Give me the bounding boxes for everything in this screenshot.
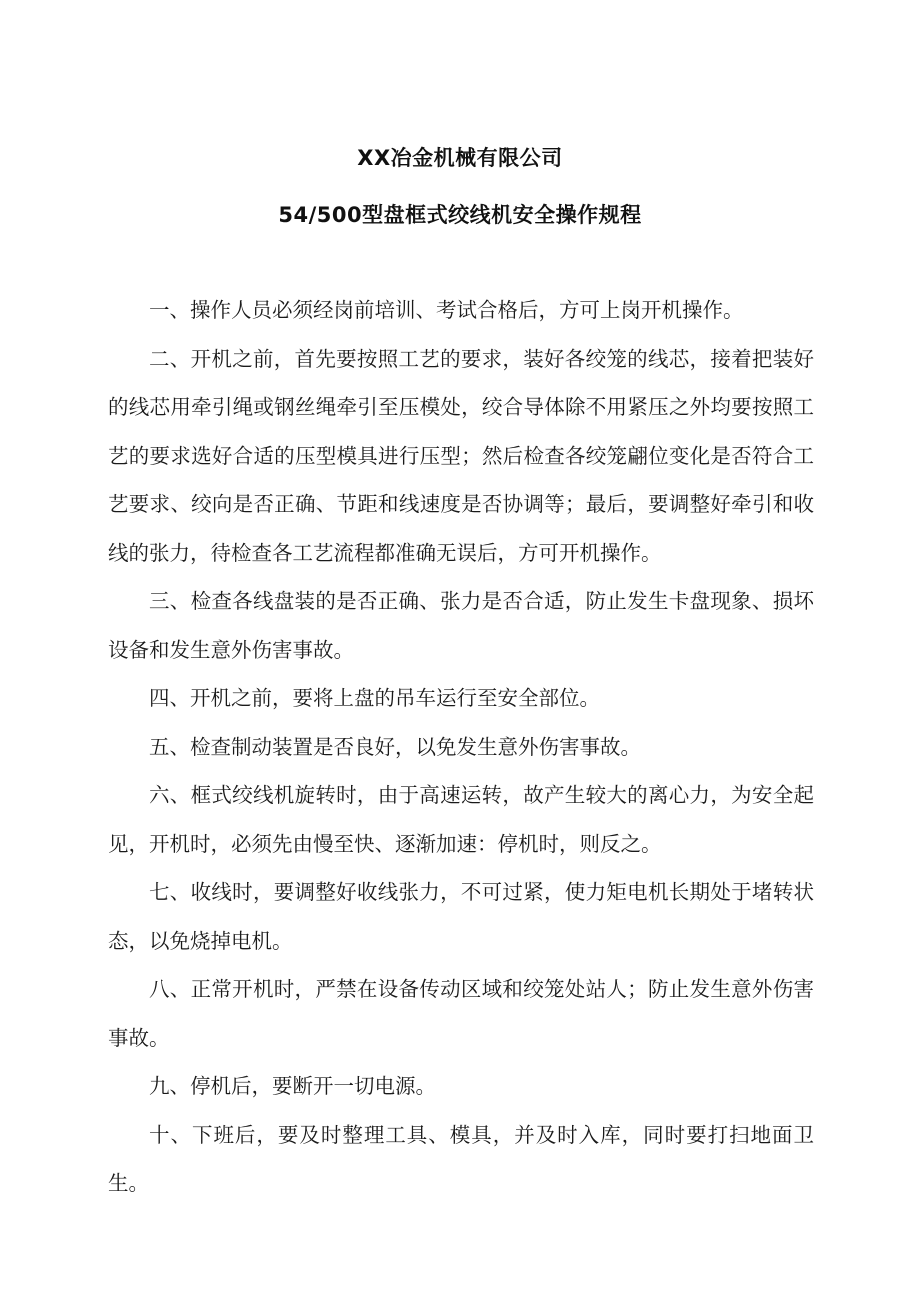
company-name: XX冶金机械有限公司 (357, 146, 563, 170)
rule-paragraph-5: 五、检查制动装置是否良好，以免发生意外伤害事故。 (149, 734, 641, 759)
rule-paragraph-7: 七、收线时，要调整好收线张力，不可过紧，使力矩电机长期处于堵转状态，以免烧掉电机。 (108, 880, 814, 953)
document-body (108, 286, 814, 1208)
rule-paragraph-6: 六、框式绞线机旋转时，由于高速运转，故产生较大的离心力，为安全起见，开机时，必须先由慢至快、逐渐加速：停机时，则反之。 (108, 783, 814, 856)
rule-paragraph-3: 三、检查各线盘装的是否正确、张力是否合适，防止发生卡盘现象、损坏设备和发生意外伤害事故。 (108, 589, 814, 662)
rule-paragraph-2: 二、开机之前，首先要按照工艺的要求，装好各绞笼的线芯，接着把装好的线芯用牵引绳或钢丝绳牵引至压模处，绞合导体除不用紧压之外均要按照工艺的要求选好合适的压型模具进行压型；然后检查各绞笼翩位变化是否符合工艺要求、绞向是否正确、节距和线速度是否协调等；最后，要调整好牵引和收线的张力，待检查各工艺流程都准确无误后，方可开机操作。 (108, 346, 814, 565)
document-title: 54/500型盘框式绞线机安全操作规程 (278, 203, 642, 227)
rule-paragraph-10: 十、下班后，要及时整理工具、模具，并及时入库，同时要打扫地面卫生。 (108, 1122, 814, 1195)
rule-paragraph-8: 八、正常开机时，严禁在设备传动区域和绞笼处站人；防止发生意外伤害事故。 (108, 977, 814, 1050)
rule-paragraph-4: 四、开机之前，要将上盘的吊车运行至安全部位。 (149, 686, 600, 710)
rule-paragraph-9: 九、停机后，要断开一切电源。 (149, 1074, 436, 1098)
rule-paragraph-1: 一、操作人员必须经岗前培训、考试合格后，方可上岗开机操作。 (149, 298, 744, 322)
